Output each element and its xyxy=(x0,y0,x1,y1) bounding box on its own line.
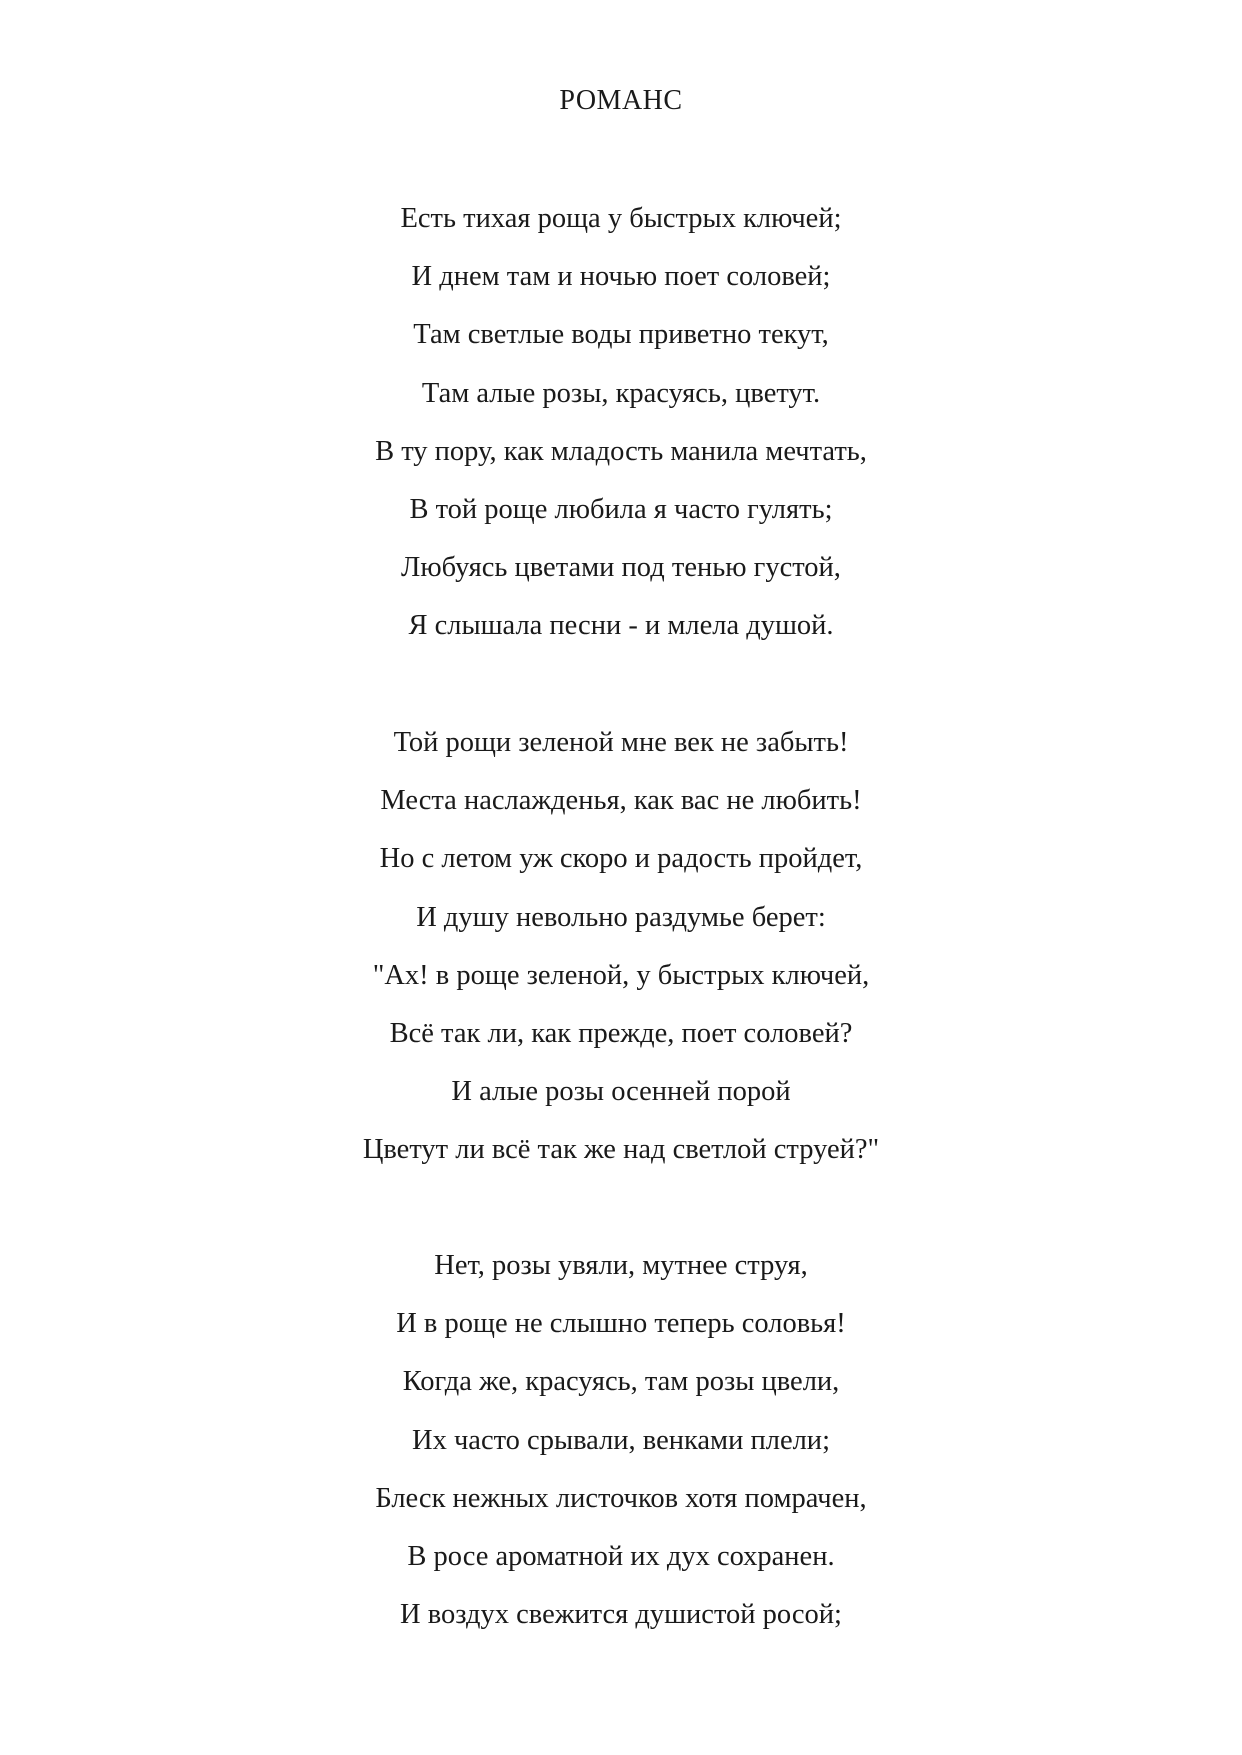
poem-line: В ту пору, как младость манила мечтать, xyxy=(375,435,867,467)
poem-line: Когда же, красуясь, там розы цвели, xyxy=(402,1366,840,1398)
poem-title: РОМАНС xyxy=(559,85,683,116)
poem-line: И днем там и ночью поет соловей; xyxy=(411,261,831,293)
poem-line: Там светлые воды приветно текут, xyxy=(413,319,829,351)
poem-line: Там алые розы, красуясь, цветут. xyxy=(421,377,821,409)
poem-line: И в роще не слышно теперь соловья! xyxy=(396,1308,846,1340)
poem-line: В росе ароматной их дух сохранен. xyxy=(407,1540,835,1572)
poem-line: Всё так ли, как прежде, поет соловей? xyxy=(389,1017,853,1049)
stanza-3 xyxy=(0,1237,1242,1644)
stanza-1 xyxy=(0,190,1242,656)
poem-line: Их часто срывали, венками плели; xyxy=(412,1424,830,1456)
poem-line: И алые розы осенней порой xyxy=(451,1076,791,1108)
poem-line: Цветут ли всё так же над светлой струей?" xyxy=(362,1134,880,1166)
poem-line: Места наслажденья, как вас не любить! xyxy=(380,785,862,817)
poem-line: Нет, розы увяли, мутнее струя, xyxy=(434,1250,808,1281)
poem-line: Блеск нежных листочков хотя помрачен, xyxy=(375,1482,867,1514)
stanza-2 xyxy=(0,714,1242,1180)
poem-line: Той рощи зеленой мне век не забыть! xyxy=(393,727,849,758)
poem-line: В той роще любила я часто гулять; xyxy=(409,493,833,525)
poem-line: И воздух свежится душистой росой; xyxy=(400,1599,842,1631)
poem-line: Есть тихая роща у быстрых ключей; xyxy=(400,203,842,234)
poem-line: Я слышала песни - и млела душой. xyxy=(408,610,834,642)
poem-line: Но с летом уж скоро и радость пройдет, xyxy=(379,843,863,875)
poem-line: Любуясь цветами под тенью густой, xyxy=(401,552,841,584)
poem-line: "Ах! в роще зеленой, у быстрых ключей, xyxy=(372,959,870,991)
poem-line: И душу невольно раздумье берет: xyxy=(416,901,826,933)
